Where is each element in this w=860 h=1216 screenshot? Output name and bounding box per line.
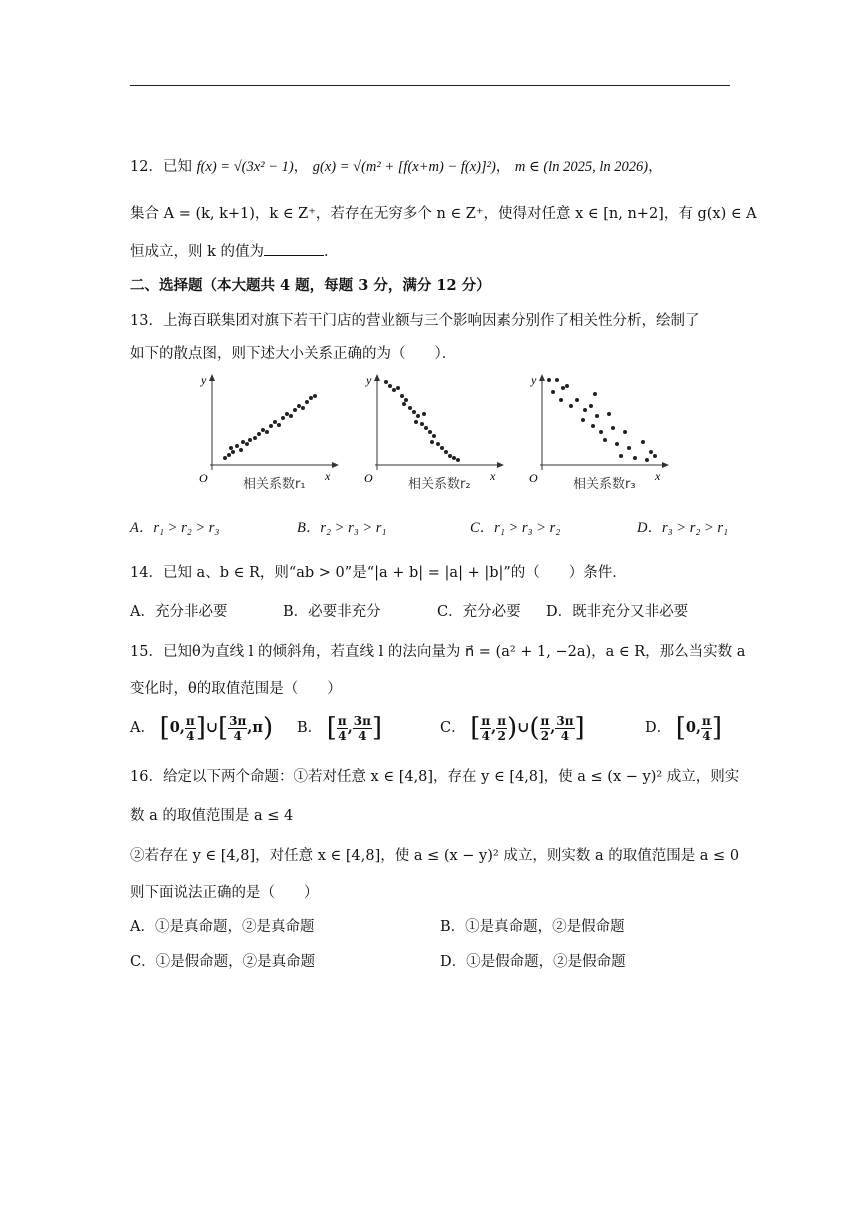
plot3-y-label: y: [531, 373, 537, 387]
q12-g-def: g(x) = √(m² + [f(x+m) − f(x)]²): [312, 159, 496, 175]
plot1-x-label: x: [325, 469, 331, 483]
q13-option-d[interactable]: D．r₃ > r₂ > r₁: [637, 520, 729, 536]
q15-b-label: B．: [297, 720, 323, 736]
q16-option-b[interactable]: B．①是真命题，②是假命题: [440, 919, 625, 935]
q16-line4: 则下面说法正确的是（ ）: [130, 885, 319, 901]
q14-option-b[interactable]: B．必要非充分: [283, 604, 381, 620]
q15-option-a[interactable]: A． [0, $\frac{\pi}{4}$ ]∪[ $\frac{3\pi}{4}$ ,π): [130, 713, 274, 743]
q12-line2: 集合 A = (k, k+1)，k ∈ Z⁺，若存在无穷多个 n ∈ Z⁺，使得对任意 x ∈ [n, n+2]，有 g(x) ∈ A: [130, 206, 757, 222]
q16-option-d[interactable]: D．①是假命题，②是假命题: [440, 954, 626, 970]
plot2-caption: 相关系数r₂: [408, 477, 471, 492]
q12-line3: [130, 241, 339, 263]
plot1-y-label: y: [201, 373, 207, 387]
q13-option-a[interactable]: A．r₁ > r₂ > r₃: [130, 520, 220, 536]
section2-title: 二、选择题（本大题共 4 题，每题 3 分，满分 12 分）: [130, 277, 491, 294]
q13-option-c[interactable]: C．r₁ > r₃ > r₂: [470, 520, 561, 536]
q13-line2: 如下的散点图，则下述大小关系正确的为（ ）．: [130, 346, 457, 362]
q16-option-c[interactable]: C．①是假命题，②是真命题: [130, 954, 316, 970]
plot1-points: [223, 394, 317, 460]
q14-option-d[interactable]: D．既非充分又非必要: [546, 604, 689, 620]
q14-stem: 14．已知 a、b ∈ R，则“ab > 0”是“|a + b| = |a| + |b|”的（ ）条件．: [130, 565, 627, 581]
plot3-x-label: x: [655, 469, 661, 483]
q15-line2: 变化时，θ的取值范围是（ ）: [130, 681, 342, 697]
plot1-caption: 相关系数r₁: [243, 477, 306, 492]
q13-option-b[interactable]: B．r₂ > r₃ > r₁: [297, 520, 387, 536]
plot3-caption: 相关系数r₃: [573, 477, 636, 492]
scatter-plot-2: [360, 370, 510, 500]
q16-option-a[interactable]: A．①是真命题，②是真命题: [130, 919, 315, 935]
q15-option-c[interactable]: C． [ $\frac{\pi}{4}$ , $\frac{\pi}{2}$ )∪( $\frac{\pi}{2}$ , $\frac{3\pi}{4}$ ]: [440, 713, 585, 743]
q15-option-b[interactable]: B． [ $\frac{\pi}{4}$ , $\frac{3\pi}{4}$ ]: [297, 713, 383, 743]
plot2-origin: O: [364, 471, 373, 485]
q12-prefix: 12．已知: [130, 159, 192, 175]
q16-line1: 16．给定以下两个命题：①若对任意 x ∈ [4,8]，存在 y ∈ [4,8]，使 a ≤ (x − y)² 成立，则实: [130, 769, 740, 785]
q12-m-range: m ∈ (ln 2025, ln 2026): [514, 159, 649, 175]
q12-line3-prefix: 恒成立，则 k 的值为: [130, 244, 265, 260]
q12-f-def: f(x) = √(3x² − 1): [196, 159, 294, 175]
q16-line2: 数 a 的取值范围是 a ≤ 4: [130, 808, 294, 824]
plot2-y-label: y: [366, 373, 372, 387]
q14-option-c[interactable]: C．充分必要: [437, 604, 521, 620]
q12-line1: 12．已知 f(x) = √(3x² − 1)， g(x) = √(m² + [f(x+m) − f(x)]²)， m ∈ (ln 2025, ln 2026)，: [130, 159, 663, 175]
plot2-x-label: x: [490, 469, 496, 483]
plot1-origin: O: [199, 471, 208, 485]
q15-line1: 15．已知θ为直线 l 的倾斜角，若直线 l 的法向量为 n⃗ = (a² + 1, −2a)，a ∈ R，那么当实数 a: [130, 644, 746, 660]
q15-c-label: C．: [440, 720, 466, 736]
q13-line1: 13．上海百联集团对旗下若干门店的营业额与三个影响因素分别作了相关性分析，绘制了: [130, 313, 700, 329]
q14-option-a[interactable]: A．充分非必要: [130, 604, 228, 620]
q15-option-d[interactable]: D． [0, $\frac{\pi}{4}$ ]: [645, 713, 722, 743]
plot2-points: [384, 380, 460, 462]
q16-line3: ②若存在 y ∈ [4,8]，对任意 x ∈ [4,8]，使 a ≤ (x − y)² 成立，则实数 a 的取值范围是 a ≤ 0: [130, 848, 740, 864]
scatter-plot-3: [525, 370, 675, 500]
plot3-origin: O: [529, 471, 538, 485]
q15-a-label: A．: [130, 720, 155, 736]
q15-d-label: D．: [645, 720, 672, 736]
header-rule: [130, 85, 730, 86]
q12-line3-suffix: ．: [324, 244, 339, 260]
plot3-points: [547, 378, 657, 462]
answer-blank[interactable]: [264, 241, 324, 256]
scatter-plot-1: [195, 370, 345, 500]
